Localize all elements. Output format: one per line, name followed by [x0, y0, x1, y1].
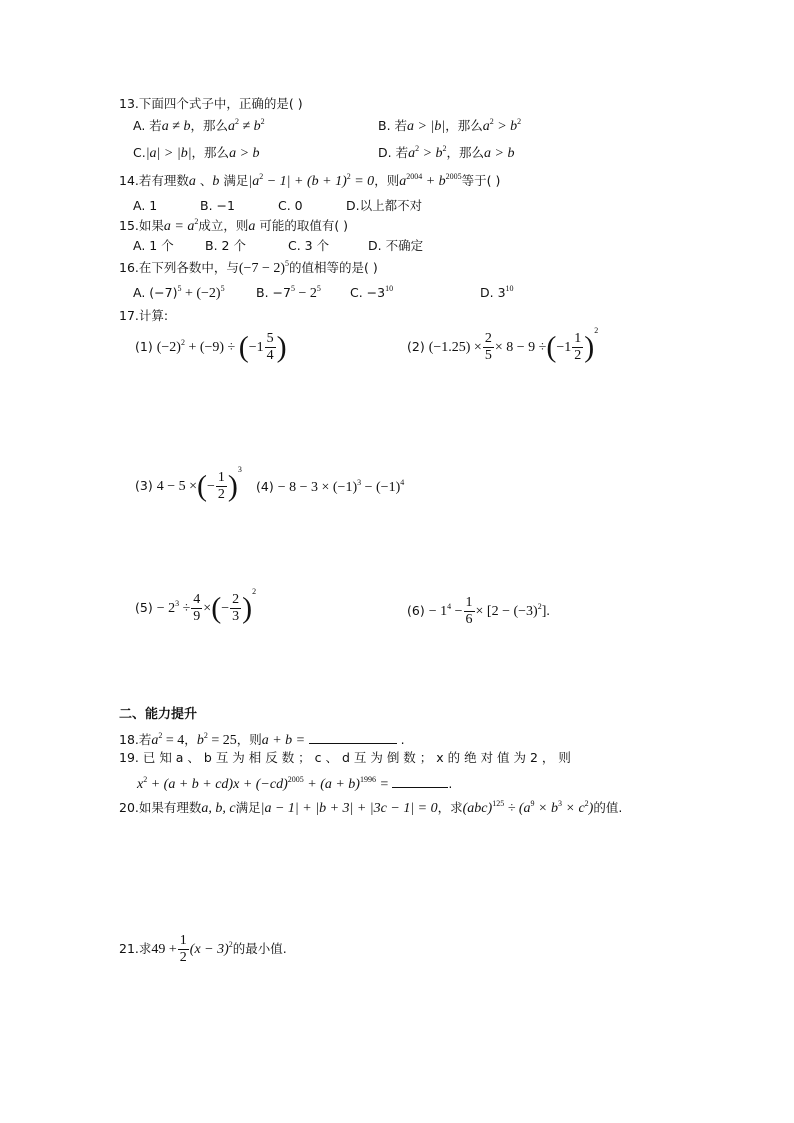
q16-option-a: A. $(-7)^5 + (-2)^5$: [133, 284, 225, 301]
q17-part-3: (3) 4 − 5 ×(− $\frac{1}{2}$ )$^3$: [135, 465, 242, 503]
q16-option-d: D. $3^{10}$: [480, 284, 514, 300]
q15-stem: 15.如果$a = a^2$成立，则a 可能的取值有( ): [119, 217, 349, 234]
q15-option-d: D. 不确定: [368, 238, 424, 253]
q17-part-6: $(6) - 1^4$ − $\frac{1}{6}$ × $[2 - (-3)^2]$.: [407, 595, 550, 628]
q14-stem: 14.若有理数a 、b 满足$|a^2 - 1| + (b + 1)^2 = 0$，则$a^{2004} + b^{2005}$等于( ): [119, 172, 501, 189]
q13-option-b: B. 若a > |b|，那么$a^2 > b^2$: [378, 117, 522, 134]
q16-option-b: B. $-7^5 - 2^5$: [256, 284, 321, 301]
q19-line-2: $x^2 + (a + b + cd)x + (-cd)^{2005} + (a + b)^{1996}$ = .: [137, 775, 453, 792]
section-title: 二、能力提升: [119, 707, 198, 722]
q15-option-b: B. 2 个: [205, 238, 246, 253]
q17-part-2: (2) (−1.25) × $\frac{2}{5}$ × 8 − 9 ÷(−1 $\frac{1}{2}$ )$^2$: [407, 326, 599, 364]
q17-part-1: (1) $(-2)^2 + (-9) \div (-1$ $\frac{5}{4}$ ): [135, 330, 287, 364]
q20-line: 20.如果有理数a, b, c满足|a − 1| + |b + 3| + |3c − 1| = 0，求$(abc)^{125} \div (a^9 \times b^3 \times c^2)$的值.: [119, 799, 623, 816]
q13-option-c: C.|a| > |b|，那么a > b: [133, 145, 260, 161]
q14-option-c: C. 0: [278, 198, 303, 213]
q17-part-4: $(4) - 8 - 3 \times (-1)^3 - (-1)^4$: [256, 478, 405, 495]
q13-option-a: A. 若a ≠ b，那么$a^2 \ne b^2$: [133, 117, 265, 134]
q15-option-c: C. 3 个: [288, 238, 330, 253]
q18-line: 18.若$a^2 = 4$，$b^2 = 25$，则a + b = .: [119, 731, 405, 748]
q15-option-a: A. 1 个: [133, 238, 174, 253]
q16-stem: 16.在下列各数中，与$(-7 - 2)^5$的值相等的是( ): [119, 259, 378, 276]
q21-line: 21.求49 + $\frac{1}{2}$ $(x - 3)^2$的最小值.: [119, 933, 287, 966]
q17-part-5: $(5) - 2^3$ ÷ $\frac{4}{9}$ ×(− $\frac{2}{3}$ )$^2$: [135, 587, 257, 625]
q16-option-c: C. $-3^{10}$: [350, 284, 394, 300]
q14-option-a: A. 1: [133, 198, 158, 213]
q19-line-1: 19. 已 知 a 、 b 互 为 相 反 数 ； c 、 d 互 为 倒 数 ； x 的 绝 对 值 为 2 ， 则: [119, 750, 571, 765]
answer-blank[interactable]: [392, 775, 448, 788]
q14-option-d: D.以上都不对: [346, 198, 423, 213]
q17-stem: 17.计算:: [119, 308, 169, 323]
q13-option-d: D. 若$a^2 > b^2$，那么a > b: [378, 144, 515, 161]
q13-stem: 13.下面四个式子中，正确的是( ): [119, 96, 303, 111]
answer-blank[interactable]: [309, 731, 397, 744]
q14-option-b: B. −1: [200, 198, 235, 213]
